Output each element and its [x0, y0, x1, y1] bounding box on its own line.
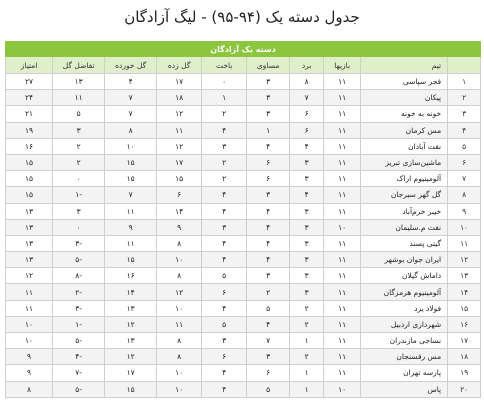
points-cell: ۱۵	[6, 187, 53, 203]
goal-difference-cell: -۷	[53, 365, 105, 381]
rank-cell: ۱۸	[448, 349, 481, 365]
goals-against-cell: ۱۳	[105, 300, 157, 316]
team-name-cell: خیبر خرم‌آباد	[361, 203, 448, 219]
team-name-cell: داماش گیلان	[361, 268, 448, 284]
table-row	[6, 284, 481, 300]
lost-cell: ۱	[202, 90, 247, 106]
team-name-cell: پارسه تهران	[361, 365, 448, 381]
points-cell: ۱۱	[6, 284, 53, 300]
goal-difference-cell: -۲	[53, 284, 105, 300]
team-name-cell: آلومینیوم اراک	[361, 171, 448, 187]
drawn-cell: ۴	[247, 235, 290, 251]
team-name-cell: گیتی پسند	[361, 235, 448, 251]
drawn-cell: ۳	[247, 106, 290, 122]
drawn-cell: ۷	[247, 333, 290, 349]
won-cell: ۳	[290, 171, 324, 187]
drawn-cell: ۲	[247, 284, 290, 300]
rank-cell: ۶	[448, 154, 481, 170]
lost-cell: ۶	[202, 284, 247, 300]
lost-cell: ۴	[202, 252, 247, 268]
column-header-rank	[448, 57, 481, 74]
goals-against-cell: ۱۲	[105, 316, 157, 332]
goals-against-cell: ۱۲	[105, 349, 157, 365]
goals-against-cell: ۱۰	[105, 138, 157, 154]
table-banner-row	[6, 42, 481, 57]
column-header-goals-against: گل خورده	[105, 57, 157, 74]
points-cell: ۱۳	[6, 235, 53, 251]
rank-cell: ۱۳	[448, 268, 481, 284]
drawn-cell: ۳	[247, 268, 290, 284]
played-cell: ۱۱	[324, 187, 361, 203]
goals-against-cell: ۱۵	[105, 252, 157, 268]
rank-cell: ۲۰	[448, 381, 481, 397]
points-cell: ۱۱	[6, 300, 53, 316]
table-row	[6, 235, 481, 251]
points-cell: ۱۳	[6, 203, 53, 219]
table-row	[6, 203, 481, 219]
goals-for-cell: ۱۰	[157, 252, 202, 268]
goal-difference-cell: ۰	[53, 219, 105, 235]
table-row	[6, 365, 481, 381]
column-header-points: امتیاز	[6, 57, 53, 74]
won-cell: ۴	[290, 187, 324, 203]
team-name-cell: نساجی مازندران	[361, 333, 448, 349]
team-name-cell: فولاد یزد	[361, 300, 448, 316]
goals-for-cell: ۱۰	[157, 365, 202, 381]
column-header-played: بازیها	[324, 57, 361, 74]
table-banner: دسته یک آزادگان	[6, 42, 481, 57]
goal-difference-cell: ۲	[53, 138, 105, 154]
goal-difference-cell: ۵	[53, 106, 105, 122]
points-cell: ۲۴	[6, 90, 53, 106]
goal-difference-cell: ۳	[53, 203, 105, 219]
rank-cell: ۵	[448, 138, 481, 154]
rank-cell: ۱۴	[448, 284, 481, 300]
goals-for-cell: ۱۵	[157, 171, 202, 187]
goal-difference-cell: -۳	[53, 300, 105, 316]
won-cell: ۳	[290, 284, 324, 300]
goals-against-cell: ۴	[105, 74, 157, 90]
points-cell: ۱۵	[6, 171, 53, 187]
team-name-cell: پیکان	[361, 90, 448, 106]
lost-cell: ۴	[202, 122, 247, 138]
goals-for-cell: ۱۱	[157, 316, 202, 332]
goals-against-cell: ۱۱	[105, 203, 157, 219]
won-cell: ۶	[290, 122, 324, 138]
goals-for-cell: ۱۸	[157, 90, 202, 106]
points-cell: ۱۲	[6, 268, 53, 284]
drawn-cell: ۶	[247, 171, 290, 187]
goal-difference-cell: -۱	[53, 187, 105, 203]
drawn-cell: ۶	[247, 154, 290, 170]
goals-against-cell: ۱۵	[105, 154, 157, 170]
column-header-lost: باخت	[202, 57, 247, 74]
points-cell: ۸	[6, 381, 53, 397]
points-cell: ۱۳	[6, 219, 53, 235]
points-cell: ۲۷	[6, 74, 53, 90]
goal-difference-cell: -۸	[53, 268, 105, 284]
goals-against-cell: ۹	[105, 219, 157, 235]
team-name-cell: خونه به خونه	[361, 106, 448, 122]
goals-for-cell: ۱۱	[157, 122, 202, 138]
lost-cell: ۲	[202, 106, 247, 122]
table-row	[6, 106, 481, 122]
goals-for-cell: ۱۲	[157, 106, 202, 122]
lost-cell: ۴	[202, 365, 247, 381]
team-name-cell: شهرداری اردبیل	[361, 316, 448, 332]
table-body	[6, 74, 481, 398]
team-name-cell: فجر سپاسی	[361, 74, 448, 90]
goals-for-cell: ۸	[157, 333, 202, 349]
played-cell: ۱۱	[324, 154, 361, 170]
lost-cell: ۶	[202, 349, 247, 365]
goal-difference-cell: ۱۱	[53, 90, 105, 106]
column-header-team: تیم	[361, 57, 448, 74]
team-name-cell: مس کرمان	[361, 122, 448, 138]
lost-cell: ۲	[202, 171, 247, 187]
goals-for-cell: ۹	[157, 219, 202, 235]
lost-cell: ۳	[202, 138, 247, 154]
table-row	[6, 268, 481, 284]
lost-cell: ۳	[202, 333, 247, 349]
won-cell: ۳	[290, 154, 324, 170]
drawn-cell: ۱	[247, 122, 290, 138]
table-row	[6, 122, 481, 138]
lost-cell: ۵	[202, 316, 247, 332]
played-cell: ۱۱	[324, 138, 361, 154]
drawn-cell: ۵	[247, 381, 290, 397]
table-row	[6, 74, 481, 90]
rank-cell: ۱۶	[448, 316, 481, 332]
table-row	[6, 90, 481, 106]
goals-for-cell: ۱۲	[157, 138, 202, 154]
goals-against-cell: ۷	[105, 187, 157, 203]
lost-cell: ۴	[202, 300, 247, 316]
won-cell: ۳	[290, 252, 324, 268]
goals-against-cell: ۱۷	[105, 365, 157, 381]
lost-cell: ۵	[202, 268, 247, 284]
goal-difference-cell: ۱۳	[53, 74, 105, 90]
won-cell: ۱	[290, 381, 324, 397]
points-cell: ۱۵	[6, 154, 53, 170]
goals-against-cell: ۷	[105, 106, 157, 122]
lost-cell: ۲	[202, 154, 247, 170]
won-cell: ۳	[290, 219, 324, 235]
points-cell: ۱۹	[6, 122, 53, 138]
won-cell: ۶	[290, 106, 324, 122]
goals-against-cell: ۱۳	[105, 333, 157, 349]
played-cell: ۱۱	[324, 316, 361, 332]
goals-against-cell: ۱۵	[105, 381, 157, 397]
played-cell: ۱۱	[324, 268, 361, 284]
goal-difference-cell: -۵	[53, 252, 105, 268]
drawn-cell: ۵	[247, 300, 290, 316]
drawn-cell: ۴	[247, 203, 290, 219]
goals-for-cell: ۱۷	[157, 154, 202, 170]
goal-difference-cell: -۵	[53, 333, 105, 349]
table-row	[6, 300, 481, 316]
team-name-cell: مس رفسنجان	[361, 349, 448, 365]
goals-for-cell: ۱۰	[157, 381, 202, 397]
points-cell: ۹	[6, 349, 53, 365]
won-cell: ۲	[290, 349, 324, 365]
drawn-cell: ۳	[247, 74, 290, 90]
won-cell: ۴	[290, 138, 324, 154]
drawn-cell: ۳	[247, 349, 290, 365]
goals-for-cell: ۱۷	[157, 74, 202, 90]
goals-against-cell: ۱۵	[105, 171, 157, 187]
played-cell: ۱۰	[324, 219, 361, 235]
goal-difference-cell: -۵	[53, 381, 105, 397]
column-header-drawn: مساوی	[247, 57, 290, 74]
points-cell: ۱۳	[6, 252, 53, 268]
table-row	[6, 187, 481, 203]
goals-against-cell: ۱۶	[105, 268, 157, 284]
goals-for-cell: ۱۴	[157, 203, 202, 219]
drawn-cell: ۴	[247, 252, 290, 268]
played-cell: ۱۱	[324, 122, 361, 138]
drawn-cell: ۴	[247, 316, 290, 332]
rank-cell: ۱۲	[448, 252, 481, 268]
won-cell: ۸	[290, 74, 324, 90]
goals-for-cell: ۶	[157, 187, 202, 203]
lost-cell: ۴	[202, 235, 247, 251]
played-cell: ۱۱	[324, 349, 361, 365]
goals-for-cell: ۸	[157, 349, 202, 365]
goals-for-cell: ۸	[157, 235, 202, 251]
points-cell: ۲۱	[6, 106, 53, 122]
rank-cell: ۱۷	[448, 333, 481, 349]
played-cell: ۱۱	[324, 106, 361, 122]
lost-cell: ۴	[202, 187, 247, 203]
goals-against-cell: ۷	[105, 90, 157, 106]
table-row	[6, 138, 481, 154]
rank-cell: ۱۰	[448, 219, 481, 235]
won-cell: ۱	[290, 333, 324, 349]
goals-for-cell: ۸	[157, 268, 202, 284]
points-cell: ۱۰	[6, 333, 53, 349]
played-cell: ۱۱	[324, 252, 361, 268]
played-cell: ۱۰	[324, 381, 361, 397]
drawn-cell: ۳	[247, 90, 290, 106]
goal-difference-cell: ۰	[53, 171, 105, 187]
lost-cell: ۳	[202, 219, 247, 235]
column-header-goal-difference: تفاضل گل	[53, 57, 105, 74]
won-cell: ۲	[290, 316, 324, 332]
rank-cell: ۱	[448, 74, 481, 90]
played-cell: ۱۱	[324, 74, 361, 90]
played-cell: ۱۱	[324, 203, 361, 219]
won-cell: ۳	[290, 235, 324, 251]
team-name-cell: گل گهر سیرجان	[361, 187, 448, 203]
table-row	[6, 381, 481, 397]
rank-cell: ۳	[448, 106, 481, 122]
goal-difference-cell: ۲	[53, 154, 105, 170]
column-header-goals-for: گل زده	[157, 57, 202, 74]
table-row	[6, 349, 481, 365]
rank-cell: ۲	[448, 90, 481, 106]
drawn-cell: ۶	[247, 365, 290, 381]
rank-cell: ۸	[448, 187, 481, 203]
table-row	[6, 219, 481, 235]
standings-table	[5, 41, 481, 398]
goal-difference-cell: ۳	[53, 122, 105, 138]
drawn-cell: ۴	[247, 219, 290, 235]
table-row	[6, 171, 481, 187]
lost-cell: ۰	[202, 74, 247, 90]
won-cell: ۱	[290, 365, 324, 381]
rank-cell: ۱۹	[448, 365, 481, 381]
team-name-cell: پاس	[361, 381, 448, 397]
won-cell: ۲	[290, 300, 324, 316]
table-row	[6, 154, 481, 170]
lost-cell: ۴	[202, 203, 247, 219]
table-row	[6, 333, 481, 349]
goal-difference-cell: -۳	[53, 235, 105, 251]
played-cell: ۱۱	[324, 365, 361, 381]
goals-against-cell: ۱۴	[105, 284, 157, 300]
won-cell: ۷	[290, 90, 324, 106]
won-cell: ۳	[290, 268, 324, 284]
rank-cell: ۱۱	[448, 235, 481, 251]
goal-difference-cell: -۱	[53, 316, 105, 332]
team-name-cell: نفت م.سلیمان	[361, 219, 448, 235]
points-cell: ۹	[6, 365, 53, 381]
points-cell: ۱۰	[6, 316, 53, 332]
played-cell: ۱۱	[324, 171, 361, 187]
drawn-cell: ۴	[247, 138, 290, 154]
played-cell: ۱۱	[324, 333, 361, 349]
lost-cell: ۴	[202, 381, 247, 397]
table-row	[6, 252, 481, 268]
goal-difference-cell: -۴	[53, 349, 105, 365]
goals-for-cell: ۱۰	[157, 300, 202, 316]
rank-cell: ۷	[448, 171, 481, 187]
rank-cell: ۹	[448, 203, 481, 219]
goals-against-cell: ۱۱	[105, 235, 157, 251]
played-cell: ۱۱	[324, 300, 361, 316]
team-name-cell: ایران جوان بوشهر	[361, 252, 448, 268]
drawn-cell: ۳	[247, 187, 290, 203]
played-cell: ۱۱	[324, 235, 361, 251]
goals-for-cell: ۱۲	[157, 284, 202, 300]
team-name-cell: ماشین‌سازی تبریز	[361, 154, 448, 170]
page-title: جدول دسته یک (۹۴-۹۵) - لیگ آزادگان	[124, 8, 360, 26]
rank-cell: ۱۵	[448, 300, 481, 316]
played-cell: ۱۱	[324, 90, 361, 106]
rank-cell: ۴	[448, 122, 481, 138]
team-name-cell: نفت آبادان	[361, 138, 448, 154]
table-row	[6, 316, 481, 332]
played-cell: ۱۱	[324, 284, 361, 300]
points-cell: ۱۶	[6, 138, 53, 154]
won-cell: ۳	[290, 203, 324, 219]
team-name-cell: آلومینیوم هرمزگان	[361, 284, 448, 300]
goals-against-cell: ۸	[105, 122, 157, 138]
table-header-row	[6, 57, 481, 74]
column-header-won: برد	[290, 57, 324, 74]
